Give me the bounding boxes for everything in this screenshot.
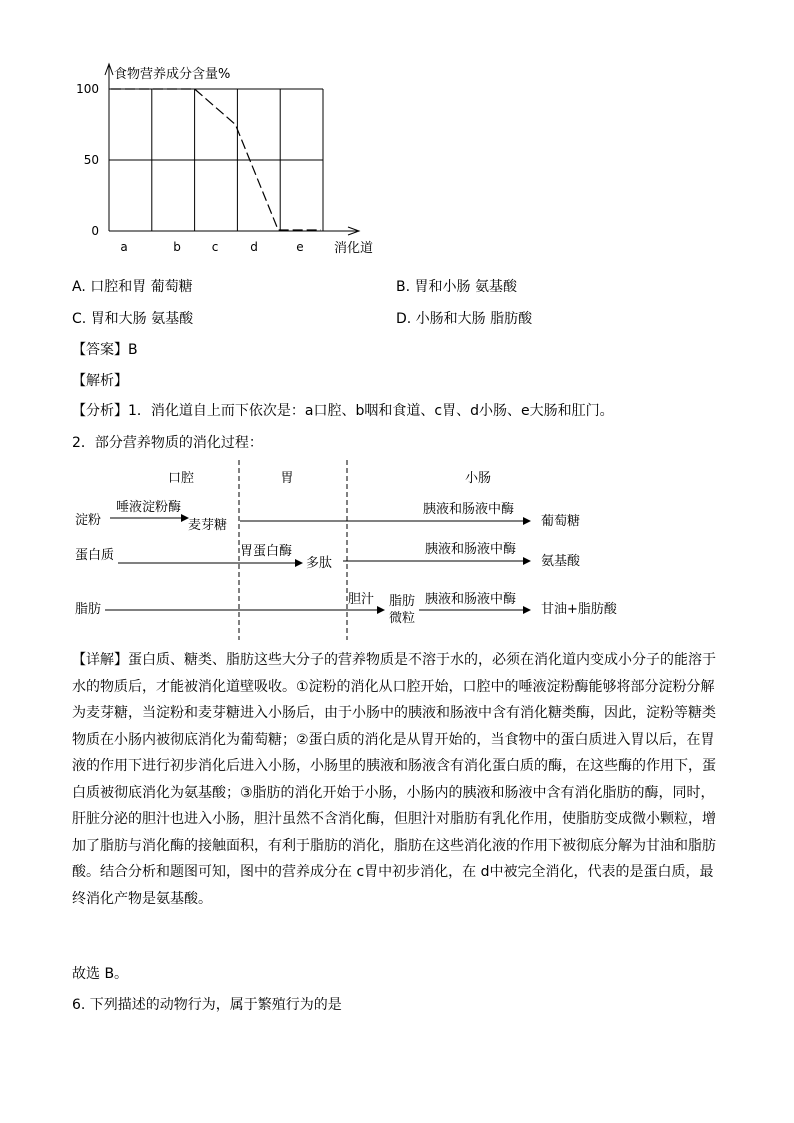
region-small-intestine: 小肠 bbox=[464, 471, 492, 486]
protein-label: 蛋白质 bbox=[75, 548, 115, 563]
option-d bbox=[396, 308, 532, 328]
detail-line: 终消化产物是氨基酸。 bbox=[72, 890, 212, 907]
glucose-label: 葡萄糖 bbox=[541, 514, 581, 529]
option-a bbox=[72, 276, 193, 296]
fat-micelle-line2: 微粒 bbox=[389, 611, 416, 626]
option-c bbox=[72, 308, 193, 328]
pepsin-label: 胃蛋白酶 bbox=[240, 544, 293, 559]
intestinal-enzymes-2: 胰液和肠液中酶 bbox=[425, 542, 517, 557]
process-title: 2．部分营养物质的消化过程： bbox=[72, 435, 263, 451]
detail-line: 肝脏分泌的胆汁也进入小肠，胆汁虽然不含消化酶，但胆汁对脂肪有乳化作用，使脂肪变成微小颗粒，增 bbox=[72, 811, 716, 827]
y-axis-label: 食物营养成分含量% bbox=[114, 67, 231, 82]
detail-line: 水的物质后，才能被消化道壁吸收。①淀粉的消化从口腔开始，口腔中的唾液淀粉酶能够将部分淀粉分解 bbox=[72, 678, 715, 695]
option-text: 胃和大肠 氨基酸 bbox=[90, 311, 194, 327]
bile-label: 胆汁 bbox=[348, 592, 375, 607]
y-tick-label: 100 bbox=[76, 82, 99, 96]
glycerol-fatty-acid-label: 甘油+脂肪酸 bbox=[541, 602, 617, 617]
next-question: 6. 下列描述的动物行为，属于繁殖行为的是 bbox=[72, 997, 342, 1013]
digestion-process-diagram bbox=[0, 455, 794, 645]
detail-line: 酸。结合分析和题图可知，图中的营养成分在 c胃中初步消化，在 d中被完全消化，代表的是蛋白质，最 bbox=[72, 864, 714, 880]
salivary-amylase: 唾液淀粉酶 bbox=[116, 500, 182, 515]
starch-label: 淀粉 bbox=[75, 513, 102, 528]
region-mouth: 口腔 bbox=[167, 471, 195, 486]
detail-line: 加了脂肪与消化酶的接触面积，有利于脂肪的消化，脂肪在这些消化液的作用下被彻底分解为甘油和脂肪 bbox=[72, 837, 716, 854]
option-text: 小肠和大肠 脂肪酸 bbox=[415, 311, 533, 327]
intestinal-enzymes-1: 胰液和肠液中酶 bbox=[423, 502, 515, 517]
analysis-line: 【分析】1．消化道自上而下依次是：a口腔、b咽和食道、c胃、d小肠、e大肠和肛门。 bbox=[72, 403, 614, 419]
chart-axes bbox=[105, 64, 359, 235]
region-stomach: 胃 bbox=[280, 471, 294, 486]
option-letter: B. bbox=[396, 279, 411, 295]
amino-acid-label: 氨基酸 bbox=[541, 554, 581, 569]
fat-label: 脂肪 bbox=[75, 602, 102, 617]
x-tick-label: a bbox=[120, 240, 128, 254]
x-tick-label: e bbox=[296, 240, 304, 254]
option-letter: A. bbox=[72, 279, 86, 295]
analysis-label: 【解析】 bbox=[72, 373, 128, 389]
option-letter: D. bbox=[396, 311, 412, 327]
x-tick-label: c bbox=[211, 240, 219, 254]
option-text: 胃和小肠 氨基酸 bbox=[414, 279, 517, 295]
detail-paragraph bbox=[72, 647, 722, 912]
option-letter: C. bbox=[72, 311, 87, 327]
y-tick-label: 50 bbox=[83, 153, 99, 167]
chart-grid bbox=[109, 89, 323, 231]
detail-line: 【详解】蛋白质、糖类、脂肪这些大分子的营养物质是不溶于水的，必须在消化道内变成小分子的能溶于 bbox=[72, 652, 716, 668]
detail-line: 液的作用下进行初步消化后进入小肠，小肠里的胰液和肠液含有消化蛋白质的酶，在这些酶的作用下，蛋 bbox=[72, 758, 716, 774]
y-tick-label: 0 bbox=[91, 224, 99, 238]
conclusion: 故选 B。 bbox=[72, 966, 129, 982]
fat-micelle-line1: 脂肪 bbox=[389, 594, 416, 609]
chart-text bbox=[76, 66, 373, 256]
polypeptide-label: 多肽 bbox=[306, 556, 333, 571]
detail-line: 物质在小肠内被彻底消化为葡萄糖；②蛋白质的消化是从胃开始的，当食物中的蛋白质进入胃以后，在胃 bbox=[72, 731, 715, 748]
detail-line: 为麦芽糖，当淀粉和麦芽糖进入小肠后，由于小肠中的胰液和肠液中含有消化糖类酶，因此，淀粉等糖类 bbox=[72, 705, 716, 721]
nutrient-content-chart bbox=[0, 0, 794, 270]
option-text: 口腔和胃 葡萄糖 bbox=[90, 279, 193, 295]
answer-line: 【答案】B bbox=[72, 342, 138, 358]
option-b bbox=[396, 276, 517, 296]
intestinal-enzymes-3: 胰液和肠液中酶 bbox=[425, 592, 517, 607]
x-axis-label: 消化道 bbox=[334, 241, 374, 256]
x-tick-label: b bbox=[173, 240, 181, 254]
detail-line: 白质被彻底消化为氨基酸；③脂肪的消化开始于小肠，小肠内的胰液和肠液中含有消化脂肪的酶，同时， bbox=[72, 784, 715, 801]
x-tick-label: d bbox=[250, 240, 258, 254]
maltose-label: 麦芽糖 bbox=[188, 518, 228, 533]
